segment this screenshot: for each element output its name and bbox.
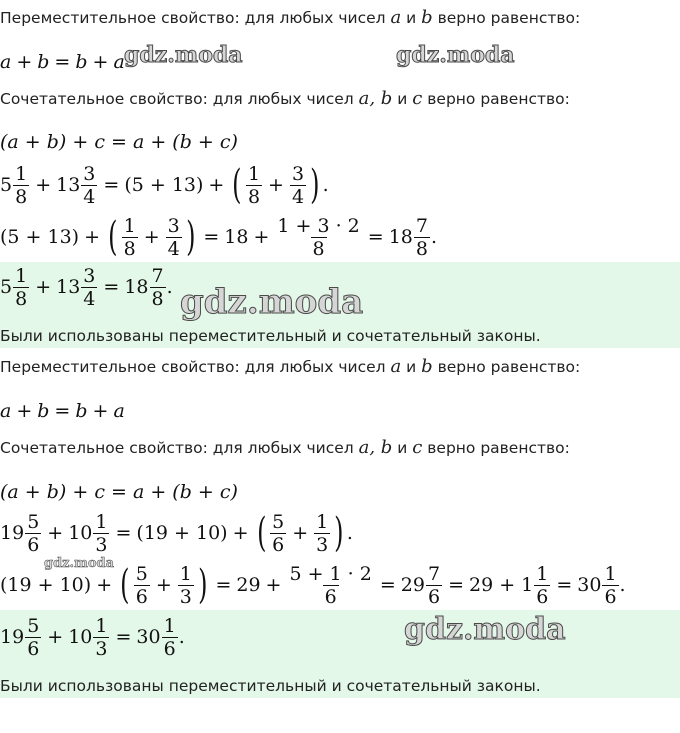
watermark: gdz.moda [44,556,115,571]
watermark: gdz.moda [396,42,515,68]
watermark: gdz.moda [404,612,566,647]
commutative-text-1: Переместительное свойство: для любых чисел a и b верно равенство: [0,7,581,28]
example2-answer: 19 $\frac{5}{6}$ + 10 $\frac{1}{3}$ = 30 $\frac{1}{6}$ . [0,614,185,660]
commutative-text-2: Переместительное свойство: для любых чисел a и b верно равенство: [0,356,581,377]
associative-text-1: Сочетательное свойство: для любых чисел a, b и c верно равенство: [0,88,570,109]
watermark: gdz.moda [124,42,243,68]
associative-formula-2: (a + b) + c = a + (b + c) [0,481,238,503]
conclusion-1: Были использованы переместительный и сочетательный законы. [0,327,541,345]
example1-line1: 5 $\frac{1}{8}$ + 13 $\frac{3}{4}$ = (5 + 13) + ( $\frac{1}{8}$ + $\frac{3}{4}$ ) . [0,162,329,208]
example2-line2: (19 + 10) + ( $\frac{5}{6}$ + $\frac{1}{3}$ ) = 29 + $\frac{5 + 1 \cdot 2}{6}$ = 29 $\frac{7}{6}$ = 29 + 1 $\frac{1}{6}$ = 30 $\frac{1}{6}$ . [0,562,626,608]
conclusion-2: Были использованы переместительный и сочетательный законы. [0,677,541,695]
commutative-formula-2: a + b = b + a [0,400,125,422]
example2-line1: 19 $\frac{5}{6}$ + 10 $\frac{1}{3}$ = (19 + 10) + ( $\frac{5}{6}$ + $\frac{1}{3}$ ) . [0,510,353,556]
associative-formula-1: (a + b) + c = a + (b + c) [0,131,238,153]
watermark: gdz.moda [180,282,364,322]
example1-answer: 5 $\frac{1}{8}$ + 13 $\frac{3}{4}$ = 18 $\frac{7}{8}$ . [0,264,173,310]
associative-text-2: Сочетательное свойство: для любых чисел a, b и c верно равенство: [0,437,570,458]
example1-line2: (5 + 13) + ( $\frac{1}{8}$ + $\frac{3}{4}$ ) = 18 + $\frac{1 + 3 \cdot 2}{8}$ = 18 $\frac{7}{8}$ . [0,214,438,260]
commutative-formula-1: a + b = b + a [0,51,125,73]
